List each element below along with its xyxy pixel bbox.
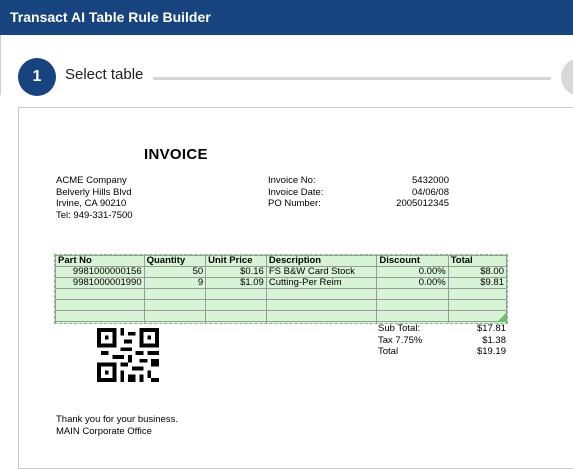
invoice-no-value: 5432000 xyxy=(412,175,449,186)
header-discount: Discount xyxy=(377,256,448,267)
subtotal-value: $17.81 xyxy=(476,323,506,334)
empty-table-row xyxy=(56,300,507,311)
cell-quantity: 9 xyxy=(144,278,206,289)
line-items-table[interactable] xyxy=(55,255,507,324)
empty-table-row xyxy=(56,311,507,322)
empty-table-row xyxy=(56,289,507,300)
step-1-label: Select table xyxy=(65,66,144,83)
header-unit-price: Unit Price xyxy=(206,256,267,267)
company-name: ACME Company xyxy=(56,175,127,186)
cell-total: $9.81 xyxy=(448,278,506,289)
invoice-meta-values xyxy=(360,175,449,210)
company-street: Belverly Hills Blvd xyxy=(56,186,132,198)
thank-you-note: Thank you for your business. xyxy=(56,414,178,425)
header-total: Total xyxy=(448,256,506,267)
company-address xyxy=(56,175,133,221)
invoice-meta-labels xyxy=(268,175,323,210)
step-1-indicator[interactable]: 1 xyxy=(18,58,56,96)
table-row xyxy=(56,278,507,289)
invoice-no-label: Invoice No: xyxy=(268,175,316,186)
cell-discount: 0.00% xyxy=(377,267,448,278)
invoice-footer xyxy=(56,414,178,437)
empty-table-row xyxy=(56,322,507,325)
totals-labels xyxy=(378,323,422,358)
total-label: Total xyxy=(378,346,399,357)
office-name: MAIN Corporate Office xyxy=(56,425,152,437)
table-row xyxy=(56,267,507,278)
table-header-row xyxy=(56,256,507,267)
cell-part-no: 9981000001990 xyxy=(56,278,145,289)
totals-values xyxy=(440,323,506,358)
invoice-title: INVOICE xyxy=(144,146,208,163)
tax-label: Tax 7.75% xyxy=(378,334,423,346)
cell-discount: 0.00% xyxy=(377,278,448,289)
qr-code-image xyxy=(96,328,160,382)
header-quantity: Quantity xyxy=(144,256,206,267)
cell-part-no: 9981000000156 xyxy=(56,267,145,278)
header-part-no: Part No xyxy=(56,256,145,267)
company-phone: Tel: 949-331-7500 xyxy=(56,209,133,221)
resize-handle[interactable] xyxy=(497,313,506,322)
po-number-label: PO Number: xyxy=(268,198,321,209)
invoice-date-label: Invoice Date: xyxy=(268,186,324,198)
total-value: $19.19 xyxy=(476,346,506,357)
header-description: Description xyxy=(266,256,377,267)
cell-quantity: 50 xyxy=(144,267,206,278)
app-title: Transact AI Table Rule Builder xyxy=(10,9,211,25)
subtotal-label: Sub Total: xyxy=(378,323,421,334)
cell-description: Cutting-Per Reim xyxy=(266,278,377,289)
cell-description: FS B&W Card Stock xyxy=(266,267,377,278)
company-city: Irvine, CA 90210 xyxy=(56,198,127,209)
cell-unit-price: $1.09 xyxy=(206,278,267,289)
selected-table-region[interactable] xyxy=(54,254,508,324)
cell-unit-price: $0.16 xyxy=(206,267,267,278)
po-number-value: 2005012345 xyxy=(396,198,449,209)
tax-value: $1.38 xyxy=(482,334,506,346)
invoice-date-value: 04/06/08 xyxy=(412,186,449,198)
cell-total: $8.00 xyxy=(448,267,506,278)
